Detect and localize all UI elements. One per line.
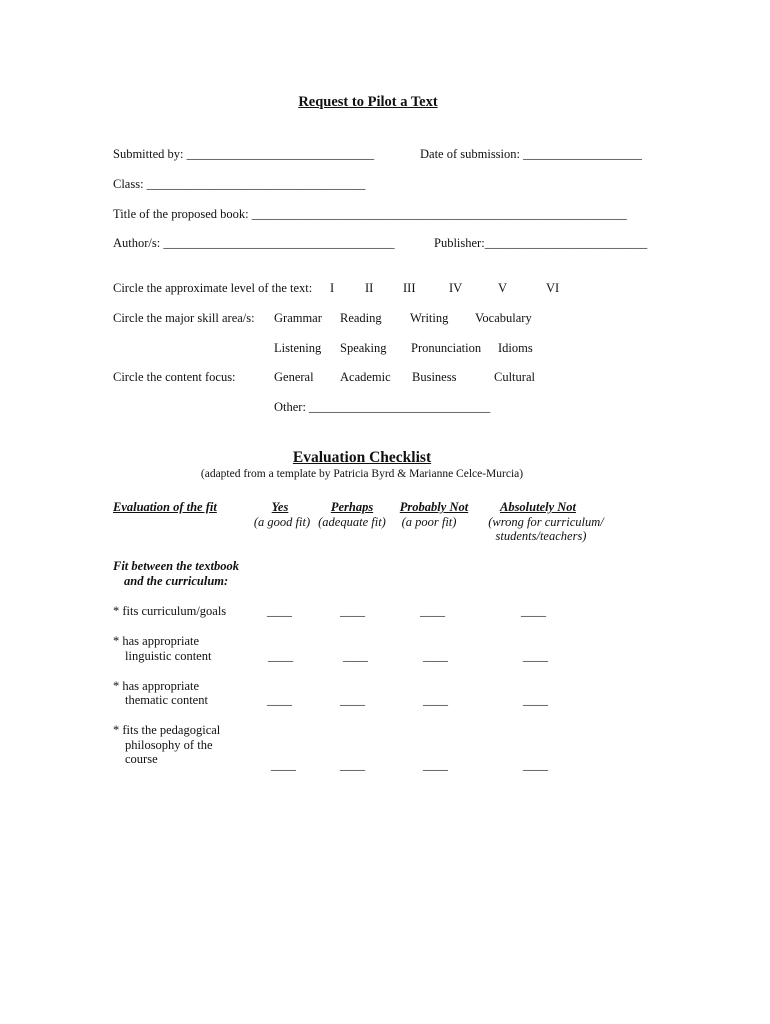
perhaps-blank[interactable]: ____	[340, 693, 365, 707]
absolutely-not-blank[interactable]: ____	[521, 604, 546, 618]
checklist-item-label: * fits curriculum/goals	[113, 604, 227, 618]
level-option[interactable]: II	[365, 281, 374, 295]
date-of-submission-field[interactable]: Date of submission: ___________________	[420, 147, 642, 161]
yes-blank[interactable]: ____	[267, 604, 292, 618]
class-field[interactable]: Class: ___________________________________	[113, 177, 366, 191]
authors-field[interactable]: Author/s: _____________________________________	[113, 236, 395, 250]
level-option[interactable]: V	[498, 281, 508, 295]
probably-not-column-header: Probably Not	[399, 500, 469, 514]
evaluation-column-header: Evaluation of the fit	[113, 500, 217, 514]
yes-column-header: Yes	[271, 500, 289, 514]
absolutely-not-blank[interactable]: ____	[523, 758, 548, 772]
section-heading-2: and the curriculum:	[124, 574, 229, 588]
absolutely-not-blank[interactable]: ____	[523, 649, 548, 663]
skill-option[interactable]: Pronunciation	[411, 341, 482, 355]
focus-other-field[interactable]: Other: _____________________________	[274, 400, 491, 414]
yes-column-note: (a good fit)	[253, 515, 311, 529]
checklist-item-label: thematic content	[125, 693, 208, 707]
perhaps-blank[interactable]: ____	[343, 649, 368, 663]
probably-not-column-note: (a poor fit)	[401, 515, 457, 529]
perhaps-column-header: Perhaps	[330, 500, 374, 514]
probably-not-blank[interactable]: ____	[423, 758, 448, 772]
checklist-item-label: * has appropriate	[113, 679, 200, 693]
skill-option[interactable]: Idioms	[498, 341, 533, 355]
skill-option[interactable]: Writing	[410, 311, 449, 325]
checklist-item-label: course	[125, 752, 158, 766]
yes-blank[interactable]: ____	[267, 693, 292, 707]
absolutely-not-column-header: Absolutely Not	[499, 500, 577, 514]
focus-option[interactable]: Cultural	[494, 370, 535, 384]
skill-option[interactable]: Reading	[340, 311, 382, 325]
absolutely-not-column-note-2: students/teachers)	[495, 529, 587, 543]
submitted-by-field[interactable]: Submitted by: ______________________________	[113, 147, 375, 161]
publisher-field[interactable]: Publisher:__________________________	[434, 236, 648, 250]
skill-option[interactable]: Vocabulary	[475, 311, 532, 325]
checklist-item-label: linguistic content	[125, 649, 212, 663]
probably-not-blank[interactable]: ____	[423, 649, 448, 663]
focus-option[interactable]: General	[274, 370, 314, 384]
skill-label: Circle the major skill area/s:	[113, 311, 255, 325]
checklist-subtitle: (adapted from a template by Patricia Byrd & Marianne Celce-Murcia)	[200, 468, 524, 480]
checklist-item-label: philosophy of the	[125, 738, 213, 752]
level-option[interactable]: I	[330, 281, 335, 295]
absolutely-not-column-note: (wrong for curriculum/	[488, 515, 604, 529]
probably-not-blank[interactable]: ____	[420, 604, 445, 618]
perhaps-blank[interactable]: ____	[340, 604, 365, 618]
level-label: Circle the approximate level of the text:	[113, 281, 313, 295]
level-option[interactable]: IV	[449, 281, 463, 295]
yes-blank[interactable]: ____	[268, 649, 293, 663]
book-title-field[interactable]: Title of the proposed book: ____________________________________________________________	[113, 207, 627, 221]
section-heading: Fit between the textbook	[113, 559, 240, 573]
perhaps-blank[interactable]: ____	[340, 758, 365, 772]
checklist-item-label: * has appropriate	[113, 634, 200, 648]
skill-option[interactable]: Grammar	[274, 311, 322, 325]
skill-option[interactable]: Listening	[274, 341, 322, 355]
focus-option[interactable]: Business	[412, 370, 457, 384]
skill-option[interactable]: Speaking	[340, 341, 387, 355]
focus-label: Circle the content focus:	[113, 370, 236, 384]
perhaps-column-note: (adequate fit)	[318, 515, 386, 529]
absolutely-not-blank[interactable]: ____	[523, 693, 548, 707]
yes-blank[interactable]: ____	[271, 758, 296, 772]
focus-option[interactable]: Academic	[340, 370, 391, 384]
checklist-title: Evaluation Checklist	[292, 449, 432, 466]
level-option[interactable]: VI	[546, 281, 560, 295]
level-option[interactable]: III	[403, 281, 416, 295]
probably-not-blank[interactable]: ____	[423, 693, 448, 707]
checklist-item-label: * fits the pedagogical	[113, 723, 221, 737]
page-title: Request to Pilot a Text	[298, 94, 438, 110]
